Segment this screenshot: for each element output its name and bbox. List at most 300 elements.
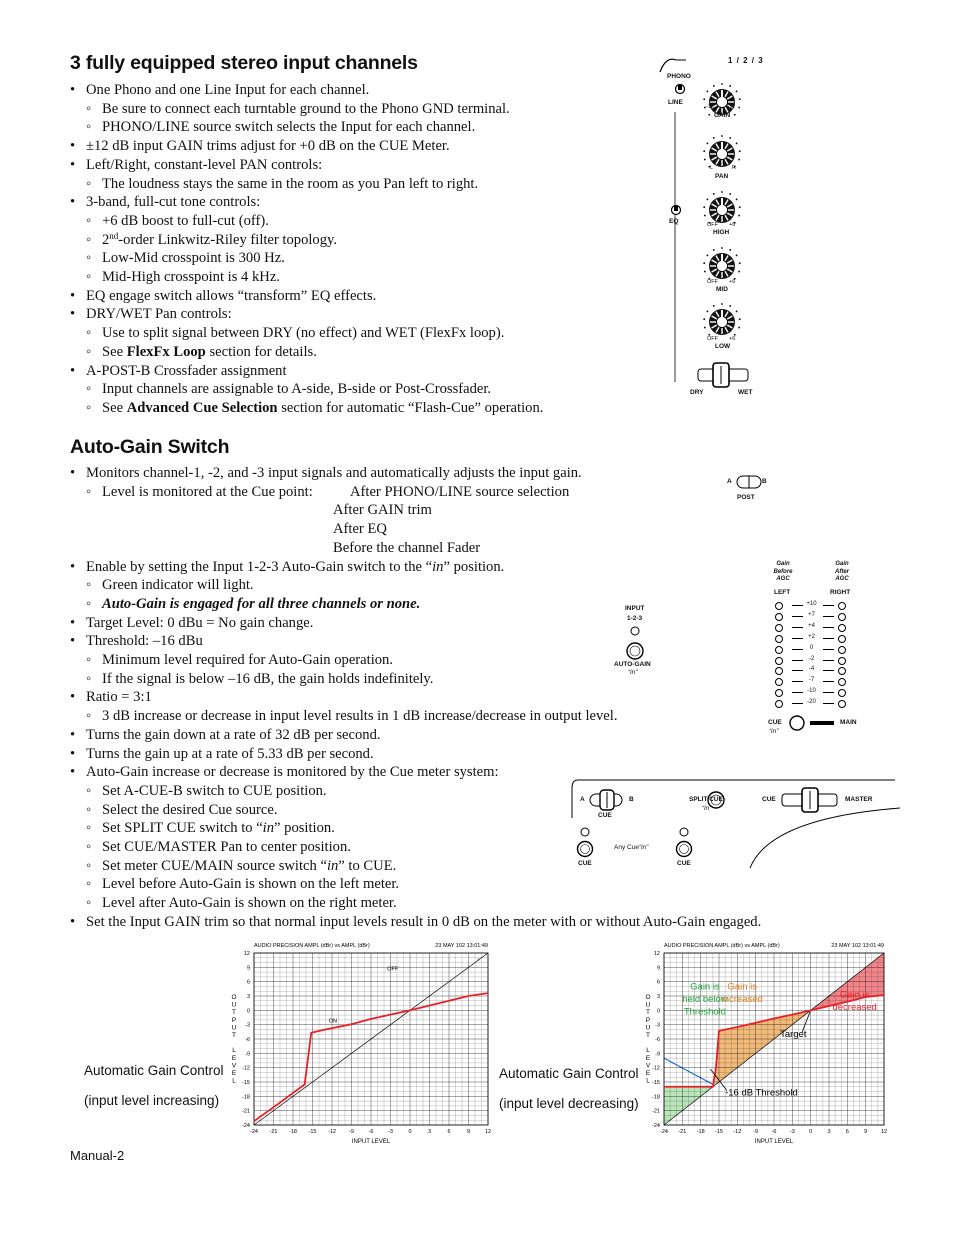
item-text: Set CUE/MASTER Pan to center position. [102, 839, 351, 856]
item-text: Monitors channel-1, -2, and -3 input signals and automatically adjusts the input gain. [86, 465, 582, 481]
any-cue-label: Any Cue“in” [614, 844, 649, 851]
meter-row [775, 634, 855, 644]
x-tick-label: -3 [388, 1129, 393, 1135]
y-axis-label-letter: E [231, 1054, 237, 1062]
knob-tick [707, 255, 709, 257]
item-text: Auto-Gain is engaged for all three channels or none. [102, 595, 421, 612]
item-text: FlexFx Loop [126, 343, 206, 360]
y-axis-label-letter: T [646, 1009, 650, 1017]
item-text: ” to CUE. [338, 857, 397, 874]
y-axis-label-letter: E [645, 1054, 651, 1062]
item-text: -order Linkwitz-Riley filter topology. [118, 231, 338, 248]
item-text: Set SPLIT CUE switch to “ [102, 820, 263, 837]
item-text: After EQ [333, 521, 387, 538]
meter-led-right [838, 602, 846, 610]
x-tick-label: 6 [845, 1129, 849, 1135]
meter-dash-left [792, 605, 803, 606]
item-text: ±12 dB input GAIN trims adjust for +0 dB on the CUE Meter. [86, 138, 450, 155]
x-tick-label: -6 [368, 1129, 374, 1135]
split-cue-in-label: “in” [702, 805, 712, 812]
meter-led-left [775, 646, 783, 654]
item-text: section for automatic “Flash-Cue” operation. [277, 399, 544, 416]
item-text: DRY/WET Pan controls: [86, 306, 232, 323]
cue-panel [570, 778, 900, 873]
page-footer: Manual-2 [70, 1148, 125, 1163]
bullet-item [70, 913, 761, 932]
item-text: Use to split signal between DRY (no effect) and WET (FlexFx loop). [102, 325, 505, 342]
knob-tick [703, 150, 705, 152]
item-text: PHONO/LINE source switch selects the Input for each channel. [102, 119, 476, 136]
y-axis-label-letter: O [645, 994, 651, 1001]
bullet-item [70, 362, 543, 381]
off-annotation: OFF [387, 966, 399, 973]
meter-led-right [838, 667, 846, 675]
sub-bullet-item [70, 100, 543, 119]
section-title-auto-gain: Auto-Gain Switch [70, 436, 230, 458]
meter-led-right [838, 613, 846, 621]
knob-tick [721, 303, 723, 305]
pan-label: PAN [715, 173, 729, 180]
meter-scale-value: -2 [808, 655, 815, 662]
region-label-line: Gain is [690, 981, 720, 993]
knob-tick [703, 98, 705, 100]
item-text: 3-band, full-cut tone controls: [86, 194, 261, 211]
x-tick-label: -3 [789, 1129, 795, 1135]
auto-gain-switch [620, 624, 654, 660]
meter-led-left [775, 613, 783, 621]
sub-bullet-item [70, 324, 543, 343]
cue-main-switch [786, 712, 846, 734]
knob-tick [713, 249, 715, 251]
bullet-item [70, 726, 761, 745]
chart-title: AUDIO PRECISION AMPL (dBr) vs AMPL (dBr) [664, 943, 780, 949]
item-text: See [102, 399, 127, 416]
bullet-item [70, 745, 761, 764]
gain-label: GAIN [714, 112, 731, 119]
knob-tick [704, 327, 706, 329]
item-text: Level is monitored at the Cue point: [102, 483, 313, 500]
y-tick-label: -9 [655, 1051, 660, 1058]
meter-scale-value: 0 [809, 644, 814, 651]
meter-scale-value: -7 [808, 677, 815, 684]
meter-dash-right [823, 638, 834, 639]
item-text: Before the channel Fader [333, 539, 481, 556]
cue-button-right-label: CUE [677, 860, 691, 867]
item-text: Select the desired Cue source. [102, 801, 278, 818]
knob-tick [736, 255, 738, 257]
meter-dash-right [823, 627, 834, 628]
x-tick-label: -24 [660, 1129, 668, 1135]
meter-led-left [775, 635, 783, 643]
mid-label: MID [716, 286, 728, 293]
y-axis-label-letter: L [232, 1077, 236, 1085]
gain-min-label: -12 [706, 104, 714, 110]
sub-bullet-item [70, 595, 761, 614]
item-text: 3 dB increase or decrease in input level results in 1 dB increase/decrease in output level. [102, 708, 618, 725]
chart-timestamp: 23 MAY 102 13:01:49 [435, 943, 488, 949]
knob-tick [736, 311, 738, 313]
input-label: INPUT [625, 605, 645, 612]
x-tick-label: 9 [864, 1129, 868, 1135]
y-tick-label: 9 [246, 965, 250, 972]
item-text: See [102, 343, 127, 360]
y-axis-label-letter: T [646, 1032, 650, 1039]
cue-master-cue-label: CUE [762, 796, 776, 803]
y-axis-label-letter: P [645, 1016, 651, 1024]
input-channels-list [70, 81, 543, 418]
meter-led-right [838, 689, 846, 697]
item-text: Level after Auto-Gain is shown on the right meter. [102, 895, 397, 912]
low-label: LOW [715, 343, 731, 350]
phono-label: PHONO [667, 73, 691, 80]
chart-timestamp: 23 MAY 102 13:01:49 [831, 943, 884, 949]
item-text: Green indicator will light. [102, 577, 254, 594]
knob-tick [707, 199, 709, 201]
knob-tick [707, 311, 709, 313]
item-text: +6 dB boost to full-cut (off). [102, 212, 269, 229]
sub-bullet-item [70, 539, 761, 558]
y-tick-label: -15 [652, 1080, 660, 1086]
meter-row [775, 601, 855, 611]
y-tick-label: 0 [656, 1008, 660, 1015]
meter-dash-right [823, 703, 834, 704]
sub-bullet-item [70, 249, 543, 268]
x-axis-label: INPUT LEVEL [754, 1139, 794, 1145]
item-text: section for details. [205, 343, 317, 360]
knob-tick [703, 318, 705, 320]
pan-r-label: R [732, 165, 736, 171]
sub-bullet-item [70, 670, 761, 689]
item-text: in [262, 820, 275, 837]
y-tick-label: 0 [246, 1008, 250, 1015]
sub-bullet-item [70, 268, 543, 287]
item-text: Set meter CUE/MAIN source switch “ [102, 857, 327, 874]
meter-dash-left [792, 616, 803, 617]
sub-bullet-item [70, 118, 543, 137]
meter-row [775, 677, 855, 687]
knob-tick [707, 143, 709, 145]
gain-max-label: +12 [726, 104, 736, 110]
bullet-item [70, 632, 761, 651]
x-tick-label: 3 [427, 1129, 432, 1135]
meter-dash-left [792, 703, 803, 704]
x-tick-label: -9 [753, 1129, 759, 1135]
item-text: Enable by setting the Input 1-2-3 Auto-Gain switch to the “ [86, 558, 433, 575]
y-tick-label: -3 [655, 1022, 660, 1029]
y-axis-label-letter: O [231, 994, 237, 1001]
item-text: Target Level: 0 dBu = No gain change. [86, 614, 314, 631]
x-tick-label: 0 [809, 1129, 813, 1135]
bullet-item [70, 305, 543, 324]
cue-button-left-label: CUE [578, 860, 592, 867]
y-tick-label: 12 [243, 951, 250, 957]
meter-row [775, 699, 855, 709]
x-tick-label: -15 [715, 1129, 723, 1135]
y-tick-label: -18 [242, 1094, 250, 1101]
sub-bullet-item [70, 875, 761, 894]
knob-tick [738, 215, 740, 217]
y-tick-label: 9 [656, 965, 660, 972]
cue-panel-a-label: A [580, 796, 585, 803]
meter-row [775, 623, 855, 633]
y-tick-label: -9 [245, 1051, 250, 1058]
bullet-item [70, 688, 761, 707]
y-tick-label: -6 [655, 1037, 660, 1043]
item-text: The loudness stays the same in the room as you Pan left to right. [102, 175, 479, 192]
meter-scale-value: -10 [807, 688, 816, 695]
item-text: If the signal is below –16 dB, the gain holds indefinitely. [102, 670, 434, 687]
x-tick-label: 0 [408, 1129, 412, 1135]
meter-led-left [775, 667, 783, 675]
bullet-item [70, 156, 543, 175]
meter-led-left [775, 700, 783, 708]
y-axis-label-letter: U [231, 1024, 237, 1032]
threshold-annotation: -16 dB Threshold [725, 1087, 798, 1099]
low-off-label: OFF [707, 336, 718, 342]
knob-tick [736, 199, 738, 201]
knob-tick [736, 91, 738, 93]
knob-tick [739, 98, 741, 100]
meter-led-right [838, 657, 846, 665]
knob-cap [717, 317, 728, 328]
knob-tick [707, 91, 709, 93]
meter-led-right [838, 678, 846, 686]
x-tick-label: -6 [771, 1129, 777, 1135]
x-tick-label: -24 [250, 1129, 258, 1135]
item-text: One Phono and one Line Input for each channel. [86, 82, 370, 98]
meter-dash-right [823, 649, 834, 650]
x-tick-label: 9 [466, 1129, 471, 1135]
cue-master-master-label: MASTER [845, 796, 873, 803]
line-label: LINE [668, 99, 683, 106]
knob-tick [738, 271, 740, 273]
cue-panel-b-label: B [629, 796, 634, 803]
x-tick-label: -18 [696, 1129, 705, 1135]
region-label-line: held below [682, 993, 728, 1005]
target-annotation: Target [780, 1029, 807, 1041]
meter-dash-right [823, 605, 834, 606]
item-text: Set the Input GAIN trim so that normal input levels result in 0 dB on the meter with or without Auto-Gain engaged. [86, 913, 762, 930]
y-tick-label: -21 [652, 1108, 660, 1115]
bullet-item [70, 137, 543, 156]
y-tick-label: -12 [242, 1065, 250, 1072]
item-text: Low-Mid crosspoint is 300 Hz. [102, 250, 285, 267]
region-label-line: increased [721, 993, 763, 1005]
meter-dash-left [792, 692, 803, 693]
meter-dash-left [792, 660, 803, 661]
sub-bullet-item [70, 576, 761, 595]
chart-title: AUDIO PRECISION AMPL (dBr) vs AMPL (dBr) [254, 943, 370, 949]
knob-tick [704, 215, 706, 217]
knob-tick [729, 85, 731, 87]
meter-led-left [775, 689, 783, 697]
a-label: A [727, 478, 732, 485]
y-axis-label-letter: L [646, 1047, 650, 1055]
y-axis-label-letter: P [231, 1016, 237, 1024]
knob-tick [738, 327, 740, 329]
knob-tick [738, 159, 740, 161]
item-text: Be sure to connect each turntable ground to the Phono GND terminal. [102, 100, 510, 117]
gain-after-label: Gain After AGC [834, 561, 849, 582]
channels-label: 1 / 2 / 3 [728, 56, 764, 65]
item-text: Minimum level required for Auto-Gain operation. [102, 652, 393, 669]
meter-dash-left [792, 638, 803, 639]
knob-tick [736, 143, 738, 145]
y-tick-label: 3 [246, 994, 250, 1000]
meter-scale-value: +10 [806, 601, 817, 607]
y-tick-label: -21 [242, 1108, 250, 1115]
knob-tick [708, 114, 710, 116]
meter-dash-left [792, 649, 803, 650]
sub-bullet-item [70, 707, 761, 726]
x-tick-label: -21 [269, 1129, 278, 1135]
knob-cap [717, 261, 728, 272]
mid-off-label: OFF [707, 279, 718, 285]
low-plus6-label: +6 [729, 336, 736, 342]
meter-dash-left [792, 627, 803, 628]
item-text: After PHONO/LINE source selection [350, 483, 570, 500]
knob-tick [734, 114, 736, 116]
knob-tick [703, 206, 705, 208]
knob-cap [717, 205, 728, 216]
sub-bullet-item [70, 894, 761, 913]
knob-tick [704, 271, 706, 273]
y-tick-label: 6 [246, 979, 250, 986]
section-title-input-channels: 3 fully equipped stereo input channels [70, 52, 418, 74]
y-tick-label: -18 [652, 1094, 660, 1101]
y-axis-label-letter: V [645, 1062, 651, 1070]
meter-led-left [775, 624, 783, 632]
bullet-item [70, 464, 761, 483]
meter-row [775, 666, 855, 676]
meter-dash-right [823, 660, 834, 661]
bullet-item [70, 558, 761, 577]
sub-bullet-item [70, 175, 543, 194]
meter-scale-value: +7 [808, 611, 815, 618]
meter-led-right [838, 635, 846, 643]
bullet-item [70, 287, 543, 306]
x-tick-label: 3 [827, 1129, 831, 1135]
meter-led-left [775, 657, 783, 665]
sub-bullet-item [70, 501, 761, 520]
y-axis-label-letter: U [231, 1001, 237, 1009]
item-text: A-POST-B Crossfader assignment [86, 362, 287, 379]
bullet-item [70, 81, 543, 100]
knob-tick [704, 159, 706, 161]
item-text: Set A-CUE-B switch to CUE position. [102, 782, 327, 799]
wet-label: WET [738, 389, 753, 396]
bullet-item [70, 614, 761, 633]
item-text: ” position. [443, 558, 505, 575]
meter-row [775, 688, 855, 698]
region-label-line: Gain is [839, 989, 870, 1001]
y-axis-label-letter: E [645, 1070, 651, 1077]
knob-tick [738, 107, 740, 109]
a-post-b-switch [735, 474, 765, 494]
knob-tick [739, 206, 741, 208]
knob-tick [713, 193, 715, 195]
knob-tick [713, 85, 715, 87]
knob-tick [729, 193, 731, 195]
region-increased-label [722, 981, 763, 1005]
meter-led-right [838, 700, 846, 708]
cue-panel-cue-under-ab: CUE [598, 812, 612, 819]
item-text: ” position. [274, 820, 335, 837]
knob-tick [739, 318, 741, 320]
meter-dash-right [823, 670, 834, 671]
knob-tick [721, 135, 723, 137]
knob-tick [721, 83, 723, 85]
sub-bullet-item [70, 651, 761, 670]
meter-row [775, 612, 855, 622]
agc-chart-increasing [222, 938, 494, 1153]
knob-tick [713, 137, 715, 139]
sub-bullet-item [70, 212, 543, 231]
auto-gain-label: AUTO-GAIN [614, 661, 651, 668]
high-off-label: OFF [707, 222, 718, 228]
sub-bullet-item [70, 231, 543, 250]
meter-dash-right [823, 616, 834, 617]
meter-left-label: LEFT [774, 589, 791, 596]
x-tick-label: 12 [484, 1129, 492, 1135]
item-text: Level before Auto-Gain is shown on the left meter. [102, 876, 400, 893]
x-tick-label: -9 [349, 1129, 354, 1135]
y-axis-label-letter: T [232, 1009, 236, 1017]
region-label-line: Gain is [727, 981, 758, 993]
meter-led-left [775, 602, 783, 610]
item-text: Left/Right, constant-level PAN controls: [86, 156, 323, 173]
x-tick-label: 12 [880, 1129, 888, 1135]
knob-tick [729, 249, 731, 251]
high-plus6-label: +6 [729, 222, 736, 228]
sub-bullet-item [70, 483, 761, 502]
agc-chart-decreasing [640, 938, 890, 1153]
meter-in-label: “in” [769, 728, 779, 735]
y-tick-label: 12 [653, 951, 660, 957]
y-tick-label: 3 [656, 994, 660, 1000]
item-text: in [432, 558, 444, 575]
y-axis-label-letter: L [646, 1077, 650, 1085]
y-axis-label-letter: E [231, 1070, 237, 1077]
meter-scale-value: -20 [807, 699, 816, 706]
y-axis-label-letter: U [645, 1001, 651, 1009]
chart1-caption: Automatic Gain Control (input level increasing) [84, 1063, 224, 1108]
item-text: Input channels are assignable to A-side, B-side or Post-Crossfader. [102, 381, 492, 398]
y-axis-label-letter: L [232, 1047, 236, 1055]
split-cue-label: SPLIT CUE [689, 796, 723, 803]
meter-dash-right [823, 692, 834, 693]
knob-tick [739, 262, 741, 264]
item-text: 2 [102, 231, 110, 248]
eq-label: EQ [669, 218, 679, 225]
item-text: Ratio = 3:1 [86, 689, 152, 706]
gain-before-label: Gain Before AGC [773, 561, 793, 582]
y-axis-label-letter: T [232, 1032, 236, 1039]
knob-tick [721, 191, 723, 193]
knob-tick [721, 247, 723, 249]
y-tick-label: -12 [652, 1065, 660, 1072]
high-label: HIGH [713, 229, 730, 236]
sub-bullet-item [70, 399, 543, 418]
x-tick-label: -21 [678, 1129, 687, 1135]
bullet-item [70, 193, 543, 212]
meter-right-label: RIGHT [830, 589, 851, 596]
item-text: Mid-High crosspoint is 4 kHz. [102, 269, 280, 286]
item-text: Turns the gain down at a rate of 32 dB per second. [86, 726, 381, 743]
item-text: in [326, 857, 339, 874]
auto-gain-in-label: “in” [628, 669, 638, 676]
y-tick-label: 6 [656, 979, 660, 986]
